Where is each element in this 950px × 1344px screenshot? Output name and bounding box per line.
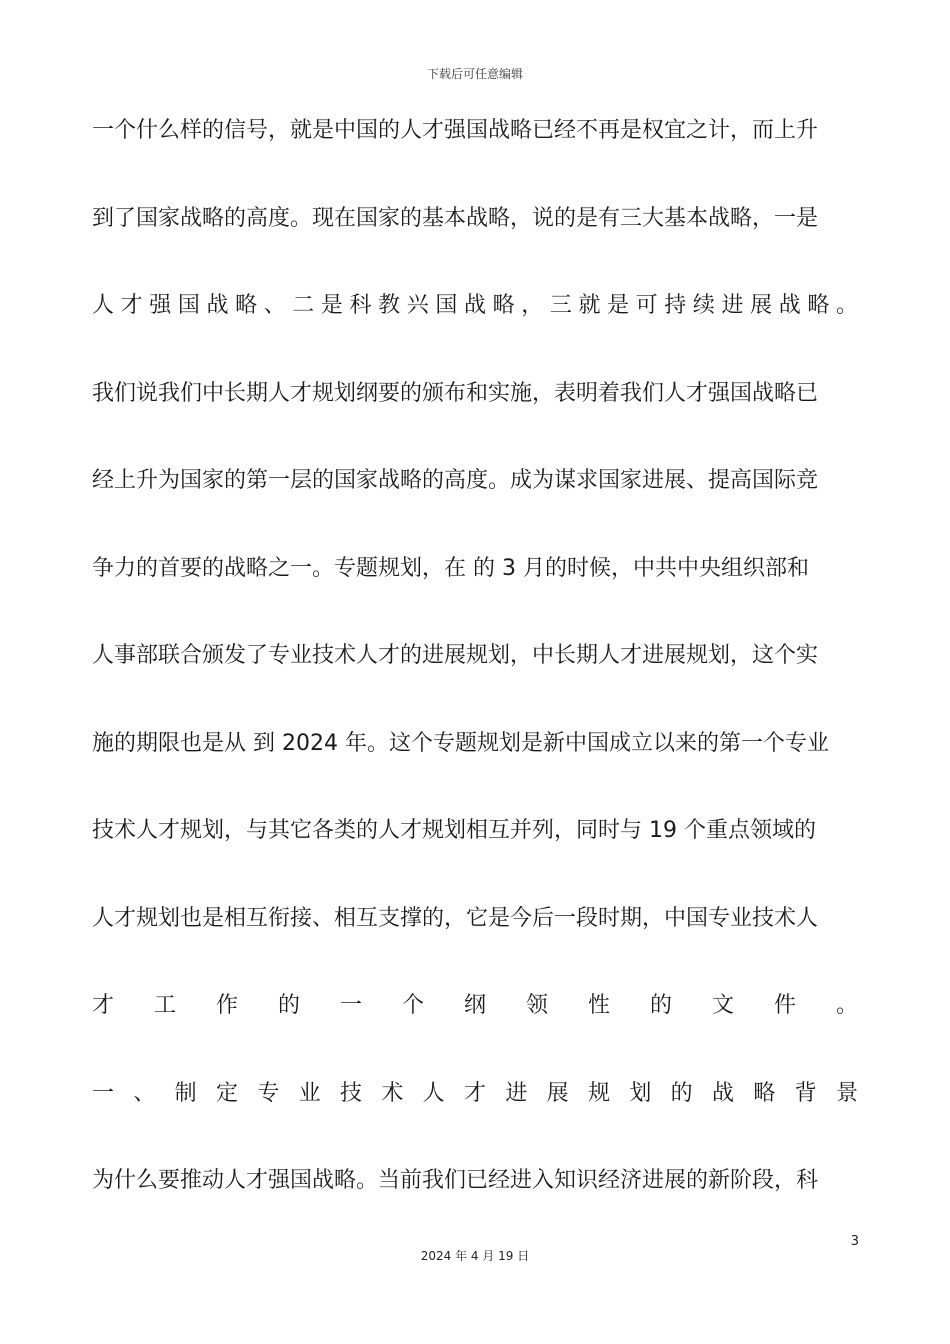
text-line: 才工作的一个纲领性的文件。 (92, 993, 858, 1018)
text-line: 到了国家战略的高度。现在国家的基本战略，说的是有三大基本战略，一是 (92, 205, 819, 231)
text-line: 争力的首要的战略之一。专题规划，在 的 3 月的时候，中共中央组织部和 (92, 555, 809, 581)
page-number: 3 (850, 1234, 859, 1249)
text-line: 技术人才规划，与其它各类的人才规划相互并列，同时与 19 个重点领域的 (92, 818, 816, 843)
text-line: 人事部联合颁发了专业技术人才的进展规划，中长期人才进展规划，这个实 (92, 643, 819, 668)
document-body (92, 112, 858, 1250)
text-line: 我们说我们中长期人才规划纲要的颁布和实施，表明着我们人才强国战略已 (92, 380, 819, 406)
page-header: 下载后可任意编辑 (426, 67, 523, 81)
text-line: 人才规划也是相互衔接、相互支撑的，它是今后一段时期，中国专业技术人 (92, 905, 819, 931)
text-line: 一个什么样的信号，就是中国的人才强国战略已经不再是权宜之计，而上升 (92, 118, 819, 143)
text-line: 为什么要推动人才强国战略。当前我们已经进入知识经济进展的新阶段，科 (92, 1168, 819, 1193)
section-heading: 一、制定专业技术人才进展规划的战略背景 (92, 1080, 858, 1106)
text-line: 人才强国战略、二是科教兴国战略，三就是可持续进展战略。 (92, 293, 858, 318)
text-line: 施的期限也是从 到 2024 年。这个专题规划是新中国成立以来的第一个专业 (92, 730, 829, 756)
page-footer-date: 2024 年 4 月 19 日 (420, 1249, 530, 1263)
text-line: 经上升为国家的第一层的国家战略的高度。成为谋求国家进展、提高国际竞 (92, 468, 819, 493)
